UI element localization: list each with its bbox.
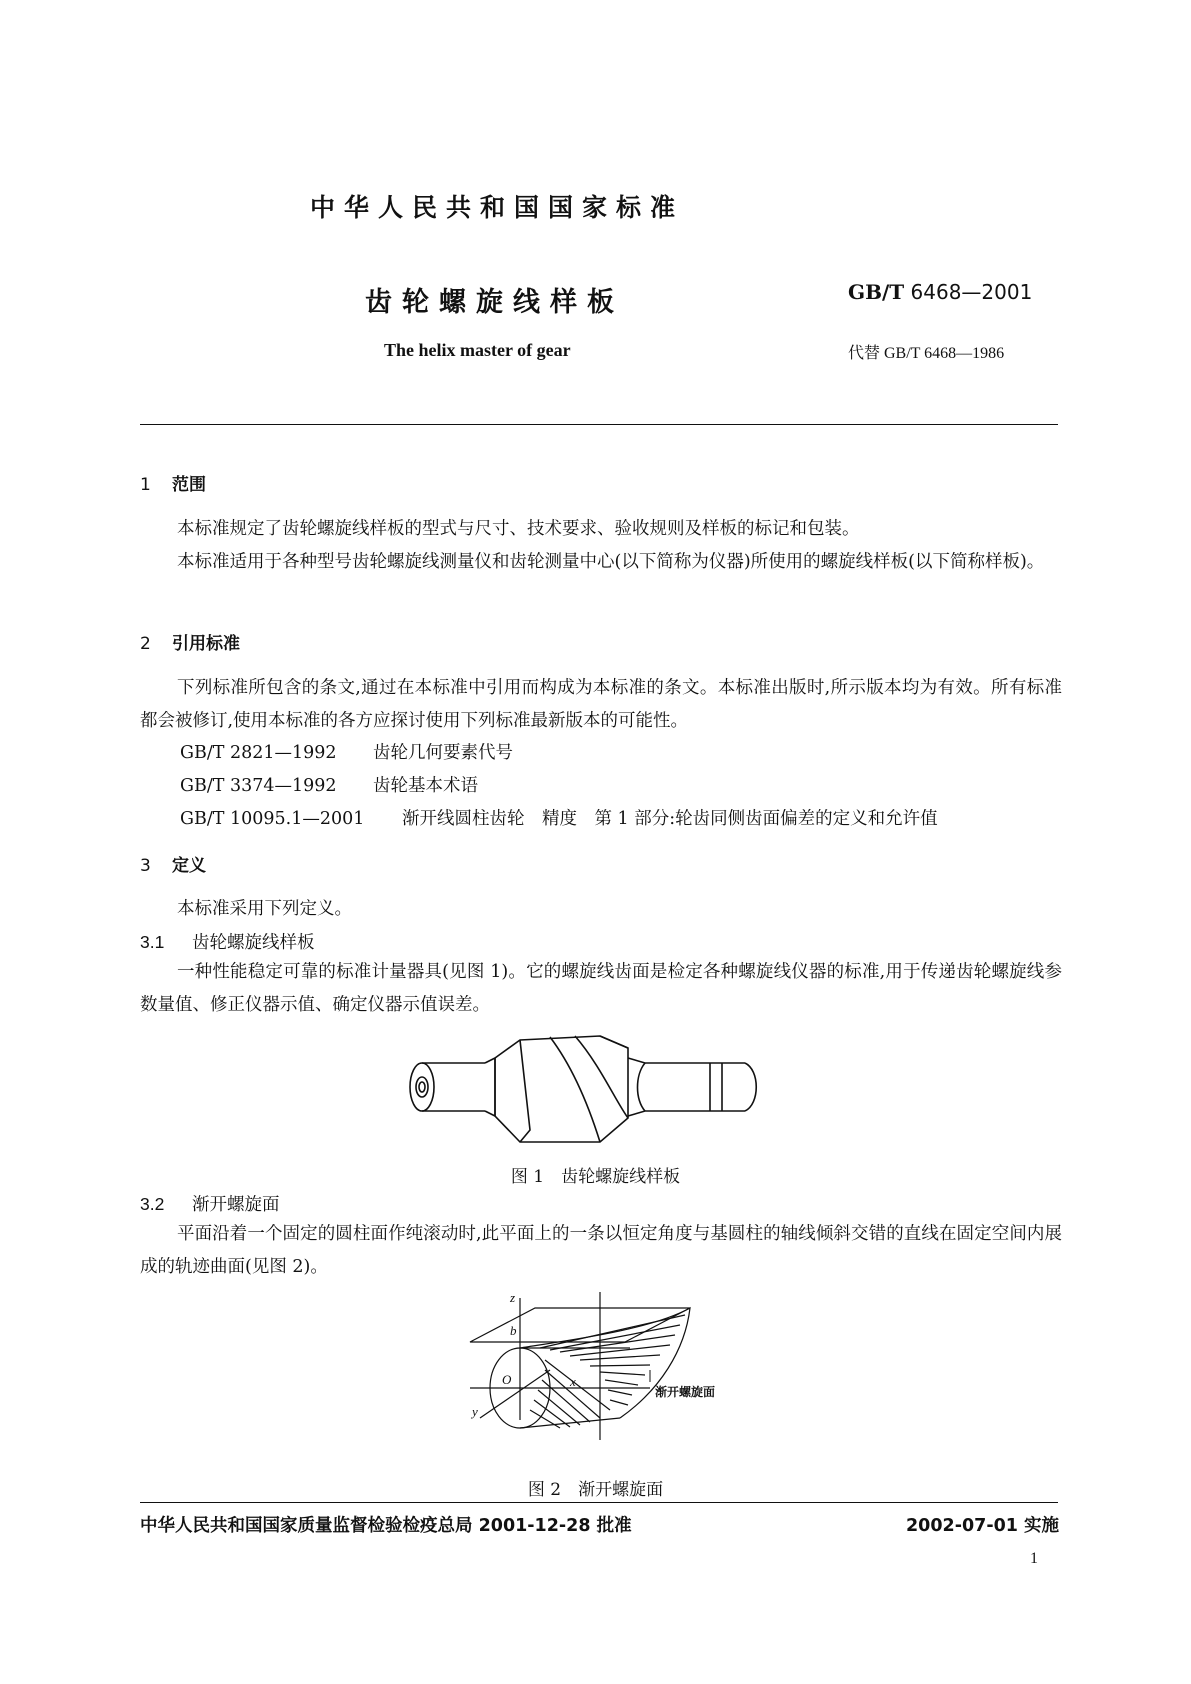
x-label: x xyxy=(570,1374,576,1389)
subsection-title: 齿轮螺旋线样板 xyxy=(192,933,315,953)
standard-category-title: 中华人民共和国国家标准 xyxy=(310,193,685,222)
right-shaft xyxy=(628,1058,745,1116)
gear-body xyxy=(495,1036,628,1142)
helicoid-label: 渐开螺旋面 xyxy=(655,1385,716,1399)
section-title: 定义 xyxy=(172,856,206,876)
section-1-body xyxy=(140,513,1062,579)
footer-divider xyxy=(140,1502,1058,1503)
figure-2-caption: 图 2 渐开螺旋面 xyxy=(527,1480,664,1500)
paragraph: 本标准规定了齿轮螺旋线样板的型式与尺寸、技术要求、验收规则及样板的标记和包装。 xyxy=(177,519,860,539)
code-number: 6468—2001 xyxy=(904,280,1033,304)
reference-code: GB/T 3374—1992 xyxy=(180,776,337,796)
document-title: 齿轮螺旋线样板 xyxy=(365,287,624,318)
subsection-number: 3.1 xyxy=(140,932,165,952)
section-title: 引用标准 xyxy=(172,634,240,654)
z-label: z xyxy=(510,1290,516,1305)
subsection-number: 3.2 xyxy=(140,1194,165,1214)
standard-code xyxy=(848,280,1032,304)
section-number: 3 xyxy=(140,856,151,876)
english-title: The helix master of gear xyxy=(384,340,571,360)
code-prefix: GB/T xyxy=(848,280,905,304)
section-2-body xyxy=(140,672,1062,738)
section-1-heading xyxy=(140,470,206,495)
helix-master-figure xyxy=(400,1030,800,1150)
helicoid-surface xyxy=(520,1308,690,1418)
paragraph: 本标准采用下列定义。 xyxy=(177,899,352,919)
origin-label: O xyxy=(502,1372,512,1387)
section-2-heading xyxy=(140,629,240,654)
y-label: y xyxy=(472,1404,478,1419)
reference-item xyxy=(180,772,478,797)
subsection-3-1-body xyxy=(140,956,1062,1022)
b-label: b xyxy=(510,1323,517,1338)
section-number: 2 xyxy=(140,634,151,654)
approval-statement: 中华人民共和国国家质量监督检验检疫总局 2001-12-28 批准 xyxy=(140,1516,632,1536)
reference-name: 齿轮几何要素代号 xyxy=(373,743,513,763)
paragraph: 本标准适用于各种型号齿轮螺旋线测量仪和齿轮测量中心(以下简称为仪器)所使用的螺旋线样板(以下简称样板)。 xyxy=(177,552,1045,572)
center-hole-icon xyxy=(416,1077,428,1097)
right-shaft-end xyxy=(745,1063,756,1111)
paragraph: 一种性能稳定可靠的标准计量器具(见图 1)。它的螺旋线齿面是检定各种螺旋线仪器的标准,用于传递齿轮螺旋线参数量值、修正仪器示值、确定仪器示值误差。 xyxy=(140,962,1062,1015)
effective-date: 2002-07-01 实施 xyxy=(906,1516,1060,1536)
subsection-title: 渐开螺旋面 xyxy=(192,1195,280,1215)
left-shaft-end xyxy=(410,1063,434,1111)
section-3-heading xyxy=(140,851,206,876)
section-number: 1 xyxy=(140,475,151,495)
replaces-note: 代替 GB/T 6468—1986 xyxy=(848,345,1005,362)
header-divider xyxy=(140,424,1058,425)
page-number: 1 xyxy=(1030,1550,1038,1567)
rolling-plane xyxy=(470,1308,690,1342)
reference-code: GB/T 2821—1992 xyxy=(180,743,337,763)
section-3-intro xyxy=(140,893,1062,926)
reference-item xyxy=(180,739,513,764)
subsection-3-1-heading xyxy=(140,929,315,954)
reference-name: 齿轮基本术语 xyxy=(373,776,478,796)
reference-name: 渐开线圆柱齿轮 精度 第 1 部分:轮齿同侧齿面偏差的定义和允许值 xyxy=(402,809,938,829)
subsection-3-2-body xyxy=(140,1218,1062,1284)
section-title: 范围 xyxy=(172,475,206,495)
involute-helicoid-figure xyxy=(450,1290,770,1470)
paragraph: 平面沿着一个固定的圆柱面作纯滚动时,此平面上的一条以恒定角度与基圆柱的轴线倾斜交错的直线在固定空间内展成的轨迹曲面(见图 2)。 xyxy=(140,1224,1062,1277)
reference-code: GB/T 10095.1—2001 xyxy=(180,809,365,829)
subsection-3-2-heading xyxy=(140,1191,280,1216)
reference-item xyxy=(180,805,938,830)
paragraph: 下列标准所包含的条文,通过在本标准中引用而构成为本标准的条文。本标准出版时,所示版本均为有效。所有标准都会被修订,使用本标准的各方应探讨使用下列标准最新版本的可能性。 xyxy=(140,678,1062,731)
figure-1-caption: 图 1 齿轮螺旋线样板 xyxy=(510,1167,681,1187)
